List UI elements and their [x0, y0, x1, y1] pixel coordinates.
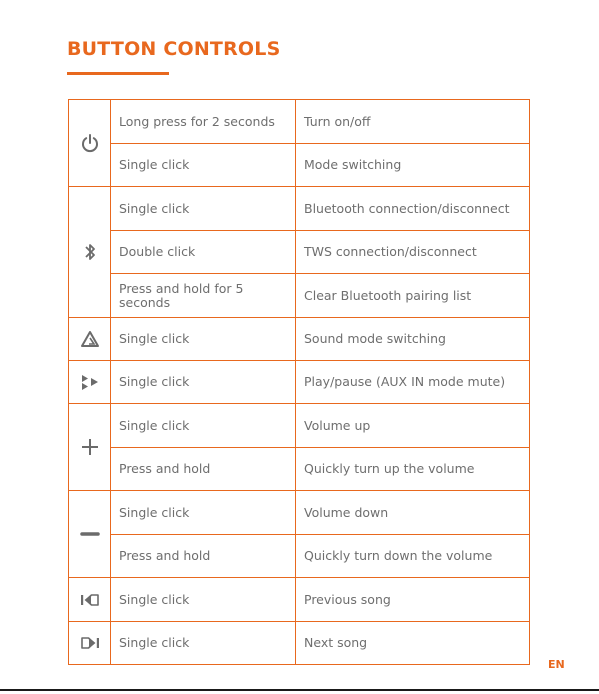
play-pause-icon [77, 373, 102, 391]
action-cell: Single click [111, 491, 296, 535]
function-cell: Mode switching [296, 144, 530, 187]
action-cell: Press and hold for 5 seconds [111, 274, 296, 318]
play-pause-icon-cell [69, 361, 111, 404]
table-row [69, 100, 530, 144]
bluetooth-icon [77, 242, 102, 262]
sound-mode-icon [77, 330, 102, 348]
previous-icon-cell [69, 578, 111, 622]
function-cell: Sound mode switching [296, 318, 530, 361]
next-icon [77, 636, 102, 650]
action-cell: Single click [111, 622, 296, 665]
table-row [69, 361, 530, 404]
previous-icon [77, 593, 102, 607]
table-row [69, 144, 530, 187]
table-row [69, 404, 530, 448]
plus-icon-cell [69, 404, 111, 491]
table-row [69, 622, 530, 665]
bluetooth-icon-cell [69, 187, 111, 318]
table-row [69, 578, 530, 622]
function-cell: Previous song [296, 578, 530, 622]
minus-icon [77, 529, 102, 539]
language-label: EN [548, 658, 565, 671]
action-cell: Double click [111, 231, 296, 274]
action-cell: Single click [111, 578, 296, 622]
table-row [69, 448, 530, 491]
button-controls-table [68, 99, 530, 665]
page-title: BUTTON CONTROLS [67, 38, 281, 60]
function-cell: Next song [296, 622, 530, 665]
function-cell: Clear Bluetooth pairing list [296, 274, 530, 318]
function-cell: Quickly turn down the volume [296, 535, 530, 578]
table-row [69, 187, 530, 231]
page-bottom-rule [0, 689, 599, 691]
power-icon-cell [69, 100, 111, 187]
action-cell: Press and hold [111, 448, 296, 491]
function-cell: TWS connection/disconnect [296, 231, 530, 274]
action-cell: Single click [111, 318, 296, 361]
function-cell: Volume down [296, 491, 530, 535]
next-icon-cell [69, 622, 111, 665]
action-cell: Long press for 2 seconds [111, 100, 296, 144]
title-underline [67, 72, 169, 75]
function-cell: Quickly turn up the volume [296, 448, 530, 491]
function-cell: Turn on/off [296, 100, 530, 144]
minus-icon-cell [69, 491, 111, 578]
table-row [69, 231, 530, 274]
function-cell: Volume up [296, 404, 530, 448]
function-cell: Play/pause (AUX IN mode mute) [296, 361, 530, 404]
table-row [69, 535, 530, 578]
power-icon [77, 133, 102, 153]
action-cell: Single click [111, 404, 296, 448]
table-row [69, 491, 530, 535]
action-cell: Single click [111, 187, 296, 231]
action-cell: Single click [111, 144, 296, 187]
table-row [69, 274, 530, 318]
action-cell: Single click [111, 361, 296, 404]
function-cell: Bluetooth connection/disconnect [296, 187, 530, 231]
table-row [69, 318, 530, 361]
plus-icon [77, 437, 102, 457]
sound-mode-icon-cell [69, 318, 111, 361]
action-cell: Press and hold [111, 535, 296, 578]
